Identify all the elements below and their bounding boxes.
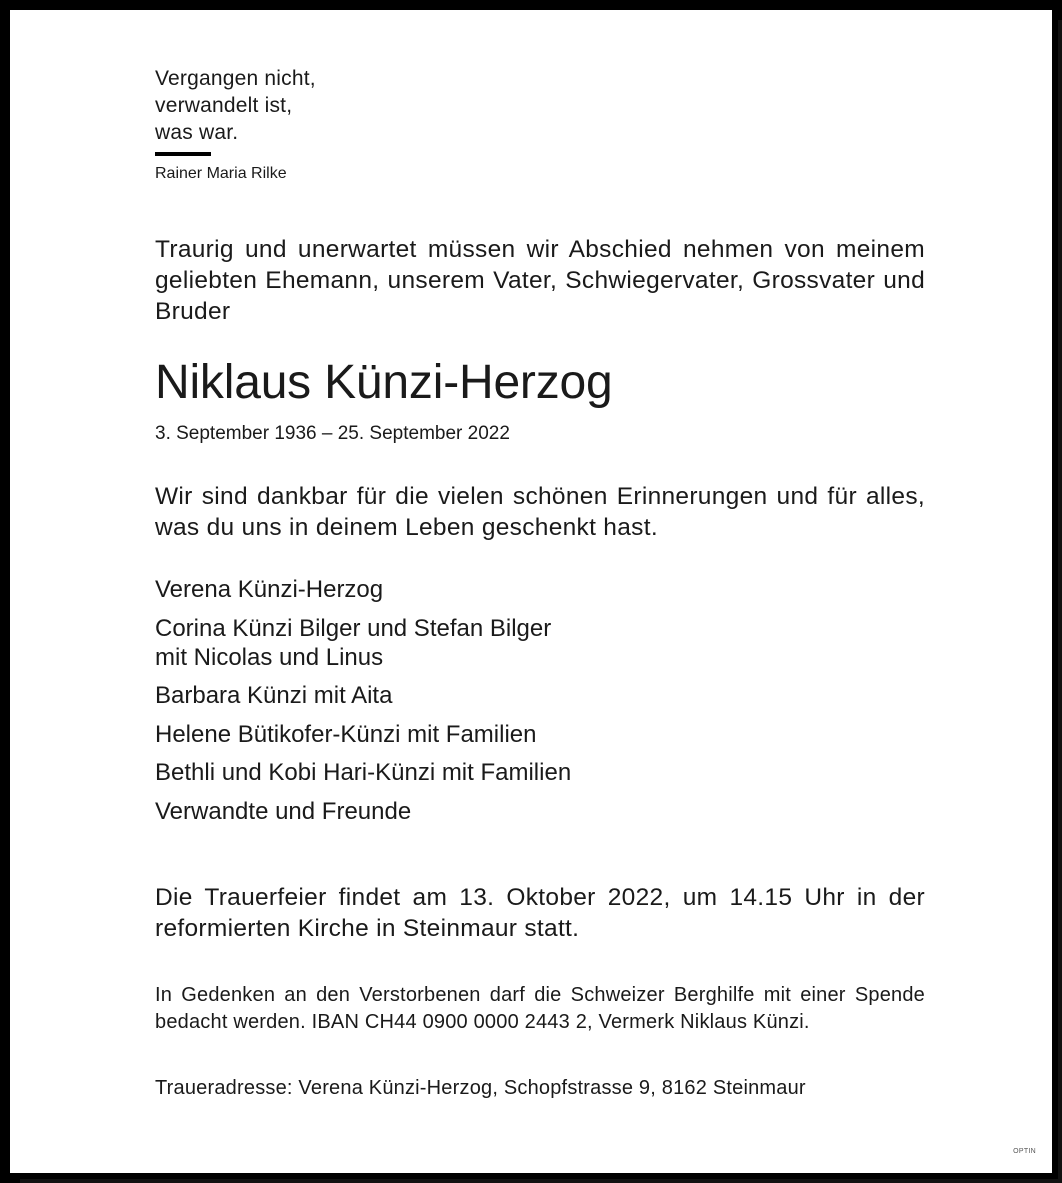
mourner-name: Helene Bütikofer-Künzi mit Familien — [155, 720, 537, 748]
mourner-name: Barbara Künzi mit Aita — [155, 682, 393, 709]
mourner-entry — [155, 681, 571, 710]
deceased-dates: 3. September 1936 – 25. September 2022 — [155, 423, 510, 444]
deceased-name: Niklaus Künzi-Herzog — [155, 356, 613, 409]
mourner-name: Verwandte und Freunde — [155, 797, 412, 825]
motto-line-2: verwandelt ist, — [155, 94, 293, 117]
motto-divider — [155, 152, 211, 156]
thanks-text: Wir sind dankbar für die vielen schönen Erinnerungen und für alles, was du uns in deinem Leben geschenkt hast. — [155, 483, 925, 541]
mourner-name: Verena Künzi-Herzog — [155, 576, 384, 603]
mourner-entry — [155, 575, 571, 604]
mourner-entry — [155, 614, 571, 672]
mourner-name-continued: mit Nicolas und Linus — [155, 643, 384, 671]
ceremony-text: Die Trauerfeier findet am 13. Oktober 2022, um 14.15 Uhr in der reformierten Kirche in Steinmaur statt. — [155, 884, 925, 942]
motto-line-3: was war. — [155, 121, 239, 144]
donation-text: In Gedenken an den Verstorbenen darf die Schweizer Berghilfe mit einer Spende bedacht werden. IBAN CH44 0900 0000 2443 2, Vermerk Niklaus Künzi. — [155, 984, 925, 1033]
corner-tag: OPTIN — [1013, 1148, 1036, 1155]
mourners-list — [155, 575, 571, 835]
mourner-entry — [155, 797, 571, 826]
motto-line-1: Vergangen nicht, — [155, 67, 316, 90]
mourner-name: Corina Künzi Bilger und Stefan Bilger — [155, 614, 552, 642]
mourning-address: Traueradresse: Verena Künzi-Herzog, Schopfstrasse 9, 8162 Steinmaur — [155, 1077, 806, 1099]
mourner-entry — [155, 720, 571, 749]
motto-quote — [155, 65, 316, 146]
motto-author: Rainer Maria Rilke — [155, 165, 287, 182]
mourner-name: Bethli und Kobi Hari-Künzi mit Familien — [155, 759, 572, 786]
mourner-entry — [155, 758, 571, 787]
intro-text: Traurig und unerwartet müssen wir Abschied nehmen von meinem geliebten Ehemann, unserem Vater, Schwiegervater, Grossvater und Bruder — [155, 236, 925, 325]
